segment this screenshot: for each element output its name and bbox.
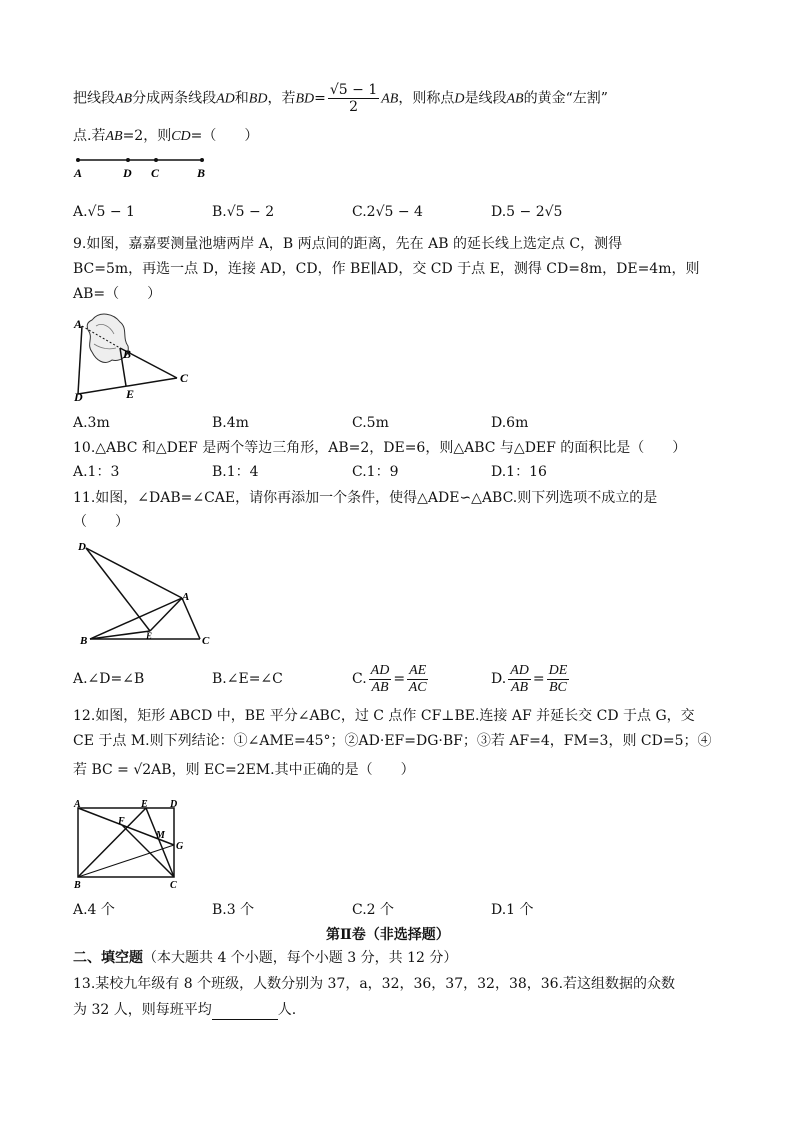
q12-option-a: A.4 个	[73, 902, 115, 918]
q12-option-b: B.3 个	[212, 902, 255, 918]
q10-line1: 10.△ABC 和△DEF 是两个等边三角形，AB=2，DE=6，则△ABC 与△DEF 的面积比是（ ）	[73, 440, 687, 456]
q10-option-c: C.1：9	[352, 464, 399, 480]
q9-pond-figure	[70, 308, 200, 403]
q12-label-e: E	[141, 799, 148, 810]
q12-line2: CE 于点 M.则下列结论：①∠AME=45°；②AD·EF=DG·BF；③若 AF=4，FM=3，则 CD=5；④	[73, 733, 712, 749]
answer-blank[interactable]	[212, 1005, 278, 1020]
golden-ratio-fraction: $\frac{√5 - 1}{2}$	[329, 82, 378, 115]
q9-line2: BC=5m，再选一点 D，连接 AD，CD，作 BE∥AD，交 CD 于点 E，测得 CD=8m，DE=4m，则	[73, 261, 700, 277]
q9-label-a: A	[74, 317, 83, 331]
q12-label-c: C	[170, 880, 177, 891]
q12-option-d: D.1 个	[491, 902, 534, 918]
q11-label-d: D	[78, 541, 86, 553]
q8-label-b: B	[197, 166, 206, 180]
q11-option-d: D. $\frac{AD}{AB}$ = $\frac{DE}{BC}$	[491, 662, 568, 695]
q12-label-b: B	[74, 880, 81, 891]
q8-option-c: C.2√5 − 4	[352, 204, 423, 220]
q8-label-a: A	[74, 166, 83, 180]
q11-option-b: B.∠E=∠C	[212, 671, 283, 687]
part2-title: 第Ⅱ卷（非选择题）	[326, 927, 450, 943]
q12-label-d: D	[170, 799, 178, 810]
q12-label-m: M	[156, 830, 165, 841]
q9-label-d: D	[74, 390, 83, 403]
q8-label-c: C	[151, 166, 160, 180]
q9-option-b: B.4m	[212, 415, 249, 431]
q8-segment-figure	[70, 150, 220, 184]
q12-label-g: G	[176, 841, 184, 852]
q10-option-d: D.1：16	[491, 464, 547, 480]
q10-option-a: A.1：3	[73, 464, 120, 480]
q11-label-e: E	[146, 631, 153, 641]
q11-option-c: C. $\frac{AD}{AB}$ = $\frac{AE}{AC}$	[352, 662, 427, 695]
q11-triangle-figure	[72, 538, 222, 648]
q12-line3: 若 BC = √2AB，则 EC=2EM.其中正确的是（ ）	[73, 762, 415, 778]
q9-line3: AB=（ ）	[73, 286, 162, 302]
q9-label-b: B	[123, 347, 132, 361]
section2-heading: 二、填空题（本大题共 4 个小题，每个小题 3 分，共 12 分）	[73, 950, 458, 966]
q13-line1: 13.某校九年级有 8 个班级，人数分别为 37，a，32，36，37，32，38，36.若这组数据的众数	[73, 976, 676, 992]
q11-line2: （ ）	[73, 514, 129, 530]
q12-option-c: C.2 个	[352, 902, 395, 918]
q12-rectangle-figure	[70, 798, 195, 892]
q13-line2: 为 32 人，则每班平均 人.	[73, 1002, 297, 1018]
q9-option-d: D.6m	[491, 415, 529, 431]
q8-label-d: D	[123, 166, 132, 180]
q8-line1: 把线段AB分成两条线段AD和BD，若BD= $\frac{√5 - 1}{2}$ AB，则称点D是线段AB的黄金“左割”	[73, 82, 608, 115]
q12-line1: 12.如图，矩形 ABCD 中，BE 平分∠ABC，过 C 点作 CF⊥BE.连接 AF 并延长交 CD 于点 G，交	[73, 708, 695, 724]
q8-line2: 点.若AB=2，则CD=（ ）	[73, 128, 259, 144]
q11-option-a: A.∠D=∠B	[73, 671, 145, 687]
q9-option-c: C.5m	[352, 415, 389, 431]
q9-option-a: A.3m	[73, 415, 110, 431]
q9-label-e: E	[126, 387, 135, 401]
q12-label-a: A	[74, 799, 81, 810]
q11-line1: 11.如图，∠DAB=∠CAE，请你再添加一个条件，使得△ADE∽△ABC.则下列选项不成立的是	[73, 490, 658, 506]
q8-option-d: D.5 − 2√5	[491, 204, 563, 220]
q9-line1: 9.如图，嘉嘉要测量池塘两岸 A，B 两点间的距离，先在 AB 的延长线上选定点 C，测得	[73, 236, 623, 252]
q10-option-b: B.1：4	[212, 464, 259, 480]
q11-label-a: A	[182, 591, 190, 603]
q11-label-b: B	[80, 635, 88, 647]
q8-option-a: A.√5 − 1	[73, 204, 135, 220]
q12-label-f: F	[118, 816, 125, 827]
q8-option-b: B.√5 − 2	[212, 204, 275, 220]
q9-label-c: C	[180, 371, 189, 385]
q11-label-c: C	[202, 635, 210, 647]
